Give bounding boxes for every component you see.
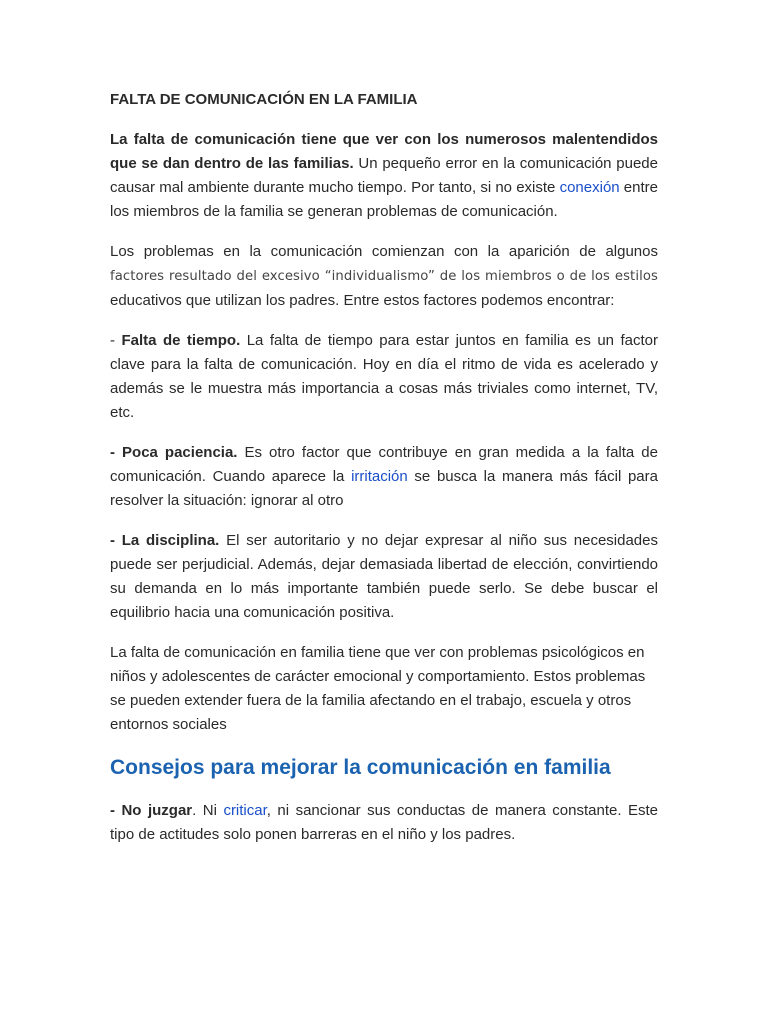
tip1-text-2: , ni sancionar sus conductas de manera constante. Este tipo de actitudes solo ponen barreras en el niño y los padres. bbox=[110, 802, 659, 843]
factor-la-disciplina bbox=[110, 529, 658, 625]
factor-falta-de-tiempo bbox=[110, 329, 658, 425]
factor1-prefix: - bbox=[110, 332, 122, 349]
factor3-heading: - La disciplina. bbox=[110, 532, 220, 549]
intro-text-2: entre los miembros de la familia se generan problemas de comunicación. bbox=[110, 179, 658, 220]
document-title: FALTA DE COMUNICACIÓN EN LA FAMILIA bbox=[110, 91, 418, 108]
factor1-text: La falta de tiempo para estar juntos en familia es un factor clave para la falta de comunicación. Hoy en día el ritmo de vida es acelerado y además se le muestra más importancia a cosas más triviales como internet, TV, etc. bbox=[110, 332, 658, 421]
intro-paragraph bbox=[110, 128, 658, 224]
factor-poca-paciencia bbox=[110, 441, 658, 513]
causes-paragraph bbox=[110, 240, 658, 313]
conexion-link[interactable]: conexión bbox=[559, 179, 620, 196]
tip-no-juzgar bbox=[110, 799, 658, 847]
tip1-text-1: . Ni bbox=[192, 802, 224, 819]
causes-text-1: Los problemas en la comunicación comienzan con la aparición de algunos bbox=[110, 243, 658, 260]
factor2-text-1: Es otro factor que contribuye en gran medida a la falta de comunicación. Cuando aparece la bbox=[110, 444, 658, 485]
criticar-link[interactable]: criticar bbox=[223, 802, 267, 819]
consequences-paragraph: La falta de comunicación en familia tiene que ver con problemas psicológicos en niños y adolescentes de carácter emocional y comportamiento. Estos problemas se pueden extender fuera de la familia afectando en el trabajo, escuela y otros entornos sociales bbox=[110, 644, 646, 733]
causes-alt-font-text: factores resultado del excesivo “individualismo” de los miembros o de los estilos bbox=[110, 269, 658, 284]
document-page bbox=[110, 88, 658, 863]
factor1-heading: Falta de tiempo. bbox=[121, 332, 241, 349]
causes-text-2: educativos que utilizan los padres. Entre estos factores podemos encontrar: bbox=[110, 292, 615, 309]
factor2-heading: - Poca paciencia. bbox=[110, 444, 238, 461]
intro-bold-text: La falta de comunicación tiene que ver con los numerosos malentendidos que se dan dentro de las familias. bbox=[110, 131, 658, 172]
irritacion-link[interactable]: irritación bbox=[351, 468, 408, 485]
factor2-text-2: se busca la manera más fácil para resolver la situación: ignorar al otro bbox=[110, 468, 658, 509]
intro-text-1: Un pequeño error en la comunicación puede causar mal ambiente durante mucho tiempo. Por tanto, si no existe bbox=[110, 155, 658, 196]
factor3-text: El ser autoritario y no dejar expresar al niño sus necesidades puede ser perjudicial. Además, dejar demasiada libertad de elección, convirtiendo su demanda en lo más importante también puede serlo. Se debe buscar el equilibrio hacia una comunicación positiva. bbox=[110, 532, 658, 621]
tip1-heading: - No juzgar bbox=[110, 802, 193, 819]
section-heading: Consejos para mejorar la comunicación en familia bbox=[110, 756, 611, 779]
